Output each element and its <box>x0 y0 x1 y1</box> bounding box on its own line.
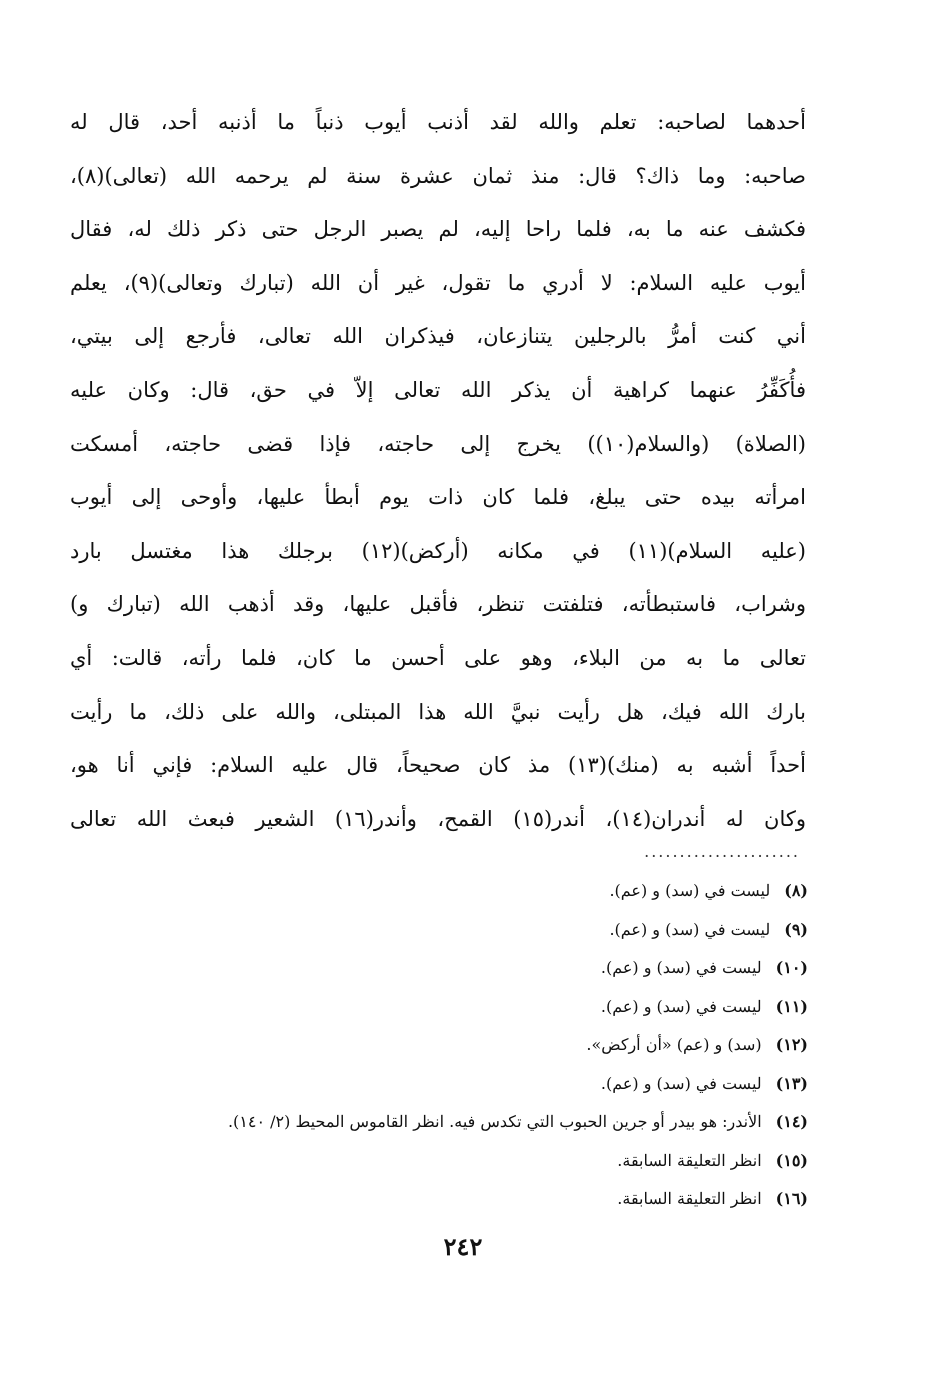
footnote-text: انظر التعليقة السابقة. <box>617 1189 762 1208</box>
text-line: وكان له أندران(١٤)، أندر(١٥) القمح، وأندر(١٦) الشعير فبعث الله تعالى <box>70 806 806 831</box>
footnote-number: (١٤) <box>775 1112 808 1131</box>
footnote-number: (٨) <box>784 881 808 900</box>
text-line: (عليه السلام)(١١) في مكانه (أركض)(١٢) برجلك هذا مغتسل بارد <box>70 538 806 563</box>
text-line: أني كنت أمرُّ بالرجلين يتنازعان، فيذكران الله تعالى، فأرجع إلى بيتي، <box>70 324 806 349</box>
text-line: فكشف عنه ما به، فلما راحا إليه، لم يصبر الرجل حتى ذكر ذلك له، فقال <box>70 217 806 242</box>
footnote-text: انظر التعليقة السابقة. <box>617 1150 762 1170</box>
text-line: أحدهما لصاحبه: تعلم والله لقد أذنب أيوب ذنباً ما أذنبه أحد، قال له <box>70 110 806 134</box>
footnote-number: (١٦) <box>775 1189 808 1208</box>
footnote <box>88 1103 808 1142</box>
footnote <box>88 988 808 1027</box>
footnote-text: ليست في (سد) و (عم). <box>609 919 771 939</box>
footnote-number: (١١) <box>775 996 808 1016</box>
footnote-number: (١٢) <box>775 1035 808 1054</box>
text-line: أحداً أشبه به (منك)(١٣) مذ كان صحيحاً، قال عليه السلام: فإني أنا هو، <box>70 753 806 778</box>
page-number: ٢٤٢ <box>443 1232 483 1261</box>
footnote <box>88 1180 808 1219</box>
footnote-number: (١٠) <box>775 958 808 977</box>
footnote-text: ليست في (سد) و (عم). <box>600 1073 762 1093</box>
text-line: امرأته بيده حتى يبلغ، فلما كان ذات يوم أبطأ عليها، وأوحى إلى أيوب <box>70 485 806 510</box>
footnote <box>88 1026 808 1065</box>
text-line: فأُكَفِّرُ عنهما كراهية أن يذكر الله تعالى إلاّ في حق، قال: وكان عليه <box>70 377 806 402</box>
footnote-number: (٩) <box>784 919 808 939</box>
text-line: وشراب، فاستبطأته، فتلفتت تنظر، فأقبل عليها، وقد أذهب الله (تبارك و) <box>70 592 806 617</box>
footnote-number: (١٣) <box>775 1073 808 1093</box>
text-line: تعالى ما به من البلاء، وهو على أحسن ما كان، فلما رأته، قالت: أي <box>70 645 806 670</box>
footnote <box>88 911 808 950</box>
text-line: أيوب عليه السلام: لا أدري ما تقول، غير أن الله (تبارك وتعالى)(٩)، يعلم <box>70 270 806 295</box>
main-text <box>70 96 806 846</box>
footnote <box>88 1065 808 1104</box>
footnote-separator: ...................... <box>644 842 800 861</box>
footnote <box>88 949 808 988</box>
text-line: بارك الله فيك، هل رأيت نبيَّ الله هذا المبتلى، والله على ذلك، ما رأيت <box>70 699 806 724</box>
footnote-text: (سد) و (عم) «أن أركض». <box>586 1035 762 1054</box>
footnote-text: الأندر: هو بيدر أو جرين الحبوب التي تكدس فيه. انظر القاموس المحيط (٢/ ١٤٠). <box>227 1112 762 1131</box>
footnotes <box>88 872 808 1219</box>
text-line: صاحبه: وما ذاك؟ قال: منذ ثمان عشرة سنة لم يرحمه الله (تعالى)(٨)، <box>70 163 806 188</box>
footnote <box>88 872 808 911</box>
footnote <box>88 1142 808 1181</box>
footnote-text: ليست في (سد) و (عم). <box>600 996 762 1016</box>
footnote-text: ليست في (سد) و (عم). <box>600 958 762 977</box>
footnote-number: (١٥) <box>775 1150 808 1170</box>
text-line: (الصلاة) (والسلام(١٠)) يخرج إلى حاجته، فإذا قضى حاجته، أمسكت <box>70 431 806 456</box>
footnote-text: ليست في (سد) و (عم). <box>609 881 771 900</box>
